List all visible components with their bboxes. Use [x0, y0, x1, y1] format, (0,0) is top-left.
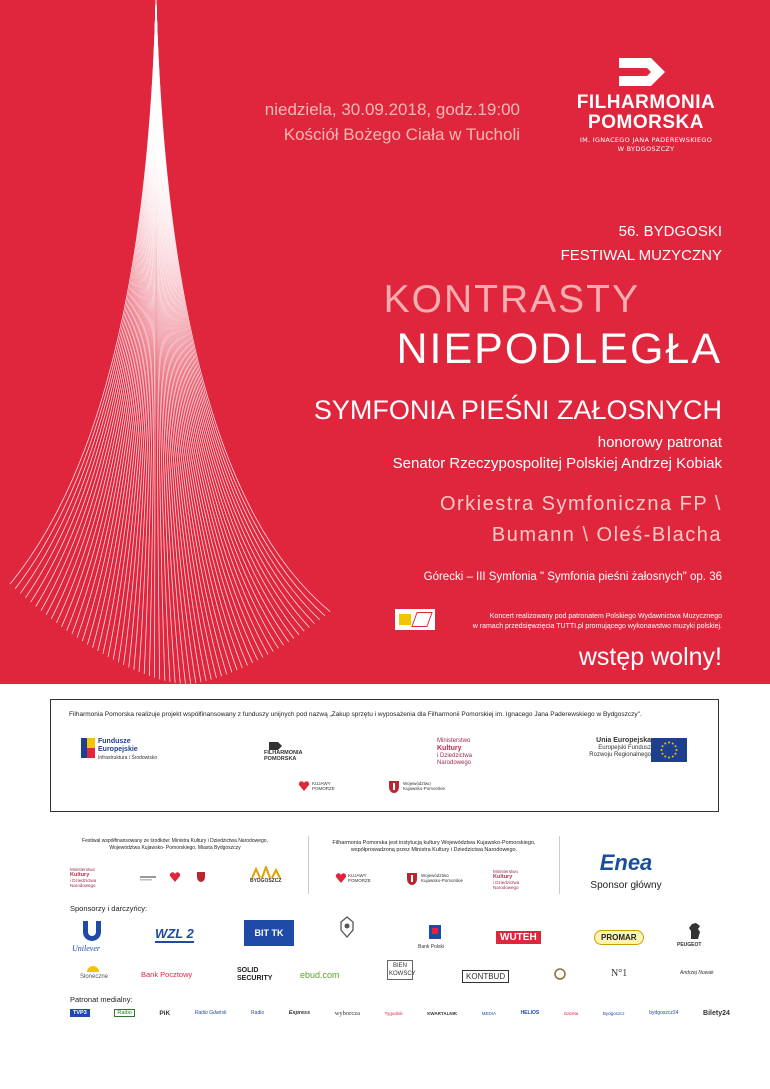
bydgoszcz-label: BYDGOSZCZ [250, 878, 282, 884]
media-radio-2: Radio [251, 1010, 265, 1016]
enea-logo: Enea [599, 850, 653, 875]
media-logos-row [70, 1006, 730, 1020]
fe-star-icon [81, 738, 95, 758]
media-express: Express [288, 1010, 311, 1016]
sponsor-nowak: Andrzej Nowak [680, 970, 714, 976]
pwm-note [473, 612, 722, 632]
mid-arms-icon [406, 872, 418, 886]
event-venue: Kościół Bożego Ciała w Tucholi [283, 125, 520, 144]
cofin-mid-line2: współprowadzoną przez Ministra Kultury i Dziedzictwa Narodowego. [350, 847, 518, 853]
cofin-arms-icon [196, 871, 206, 883]
eu-fp-line1: FILHARMONIA [264, 750, 303, 756]
mid-kp-line1: KUJAWY [348, 873, 367, 878]
ue-line1: Unia Europejska [596, 737, 651, 744]
main-sponsor [586, 850, 666, 891]
bydgoszcz-logo [250, 866, 286, 886]
media-bydgoszcz24: bydgoszcz24 [649, 1010, 679, 1016]
mid-mk-line4: Narodowego [493, 885, 519, 890]
mk-line2: Kultury [437, 745, 462, 752]
event-date: niedziela, 30.09.2018, godz.19:00 [264, 100, 520, 119]
kp-line1: KUJAWY [312, 781, 331, 786]
peugeot-lion-icon [687, 922, 703, 940]
performers-line2: Bumann \ Oleś-Blacha [491, 524, 722, 546]
sponsor-solid: SOLID SECURITY [237, 967, 273, 982]
mk-line4: Narodowego [437, 760, 472, 766]
media-pik: PiK [159, 1009, 171, 1017]
cofinancing-mid-text [309, 840, 559, 854]
media-bydgoszcz: Bydgoszcz [602, 1010, 625, 1016]
pwm-square-icon [399, 614, 411, 625]
mk-line3: i Dziedzictwa [437, 753, 473, 759]
festival-line1: 56. BYDGOSKI [618, 223, 722, 240]
sponsor-peugeot: PEUGEOT [677, 942, 702, 948]
mid-mk-line3: i Dziedzictwa [493, 880, 520, 885]
mid-mk-line1: Ministerstwo [493, 869, 519, 874]
sponsor-kontbud: KONTBUD [462, 970, 509, 983]
eu-fp-line2: POMORSKA [264, 756, 297, 762]
ministerstwo-logo [437, 738, 497, 767]
sponsor-bank-polski: Bank Polski [418, 944, 445, 950]
eu-flag-icon [651, 738, 687, 762]
sponsors-label: Sponsorzy i darczyńcy: [70, 904, 148, 913]
cofin-ministerstwo-logo [70, 867, 110, 888]
kontrasty-title: KONTRASTY [383, 278, 640, 321]
mid-woj-line1: Województwo [421, 873, 449, 878]
festival-name [561, 220, 722, 268]
eu-funding-box [50, 699, 719, 812]
media-wyborcza: wyborcza [334, 1009, 360, 1017]
mid-woj-line2: Kujawsko-Pomorskie [421, 878, 464, 883]
fe-line1: Fundusze [98, 738, 131, 745]
media-kwartalnik: KWARTALNIK [427, 1010, 458, 1016]
sponsor-wzl2: WZL 2 [155, 926, 194, 941]
media-radio-gdansk: Radio Gdańsk [194, 1010, 227, 1016]
sponsor-circle-icon [554, 968, 566, 980]
sponsor-unilever: Unilever [72, 944, 100, 953]
cofin-heart-icon [169, 872, 181, 882]
main-sponsor-label: Sponsor główny [590, 880, 662, 891]
sponsor-no1: N°1 [611, 968, 628, 979]
logo-sub1: IM. IGNACEGO JANA PADEREWSKIEGO [579, 136, 713, 144]
concert-title: SYMFONIA PIEŚNI ZAŁOSNYCH [313, 395, 722, 425]
cofinancing-mid-block [308, 836, 560, 894]
fe-line3: Infrastruktura i Środowisko [98, 755, 158, 761]
mid-mk-line2: Kultury [493, 874, 513, 880]
mid-heart-icon [335, 872, 347, 884]
fp-small-icon [269, 742, 283, 750]
ue-line3: Rozwoju Regionalnego [589, 752, 651, 758]
cofinancing-left-text [60, 838, 290, 852]
sponsor-bit: BIT TK [244, 920, 294, 946]
pwm-note-line2: w ramach przedsięwzięcia TUTTI.pl promującego wykonawstwo muzyki polskiej. [472, 623, 722, 630]
cofin-mid-line1: Filharmonia Pomorska jest instytucją kultury Województwa Kujawsko-Pomorskiego, [332, 840, 536, 846]
sponsor-crest-icon [340, 916, 354, 938]
patronage-line2: Senator Rzeczypospolitej Polskiej Andrzej Kobiak [392, 455, 722, 472]
event-info [150, 97, 520, 147]
kp-line2: POMORZE [312, 786, 335, 791]
niepodlegla-title: NIEPODLEGŁA [396, 325, 722, 373]
media-media: MEDIA [481, 1010, 496, 1016]
tutti-mark-icon [411, 612, 432, 627]
sponsor-promar: PROMAR [594, 930, 644, 945]
unia-europejska-text [571, 737, 651, 759]
cofin-logo-2-icon [140, 874, 156, 882]
sun-icon [86, 962, 100, 972]
pwm-note-line1: Koncert realizowany pod patronatem Polskiego Wydawnictwa Muzycznego [489, 613, 722, 620]
logo-sub2: W BYDGOSZCZY [617, 145, 675, 153]
sponsor-bank-pocztowy: Bank Pocztowy [141, 970, 193, 979]
media-tvp3: TVP3 [70, 1009, 90, 1017]
media-gazeta: Gazeta [563, 1010, 579, 1016]
woj-line2: Kujawsko-Pomorskie [403, 786, 446, 791]
ue-line2: Europejski Fundusz [598, 745, 651, 751]
pwm-logo [395, 609, 435, 630]
media-label: Patronat medialny: [70, 995, 133, 1004]
mid-ministerstwo-logo [493, 869, 538, 890]
filharmonia-logo [566, 55, 726, 154]
program-text: Górecki – III Symfonia " Symfonia pieśni żałosnych" op. 36 [423, 571, 722, 583]
cofin-mk-line4: Narodowego [70, 883, 96, 888]
sponsor-wuteh: WUTEH [496, 931, 541, 944]
cofin-left-line1: Festiwal współfinansowany ze środków: Ministra Kultury i Dziedzictwa Narodowego, [82, 838, 268, 844]
mk-line1: Ministerstwo [437, 738, 471, 744]
media-radio-1: Radio [114, 1009, 134, 1017]
cofin-left-line2: Województwa Kujawsko- Pomorskiego, Miasta Bydgoszczy [109, 845, 241, 851]
honorary-patronage [393, 432, 722, 474]
logo-line2: POMORSKA [588, 112, 704, 133]
kujawy-heart-icon [298, 780, 310, 792]
eu-fp-logo [264, 742, 324, 762]
fe-line2: Europejskie [98, 746, 138, 753]
sponsor-sloneczne: Słoneczne [80, 974, 109, 980]
sponsor-ebud: ebud.com [300, 970, 340, 980]
mid-kp-line2: POMORZE [348, 878, 371, 883]
woj-line1: Województwo [403, 781, 431, 786]
sponsor-bienkowscy: BIEN KOWSCY [387, 960, 413, 980]
performers [440, 489, 722, 551]
media-bilety24: Bilety24 [703, 1009, 730, 1017]
coat-of-arms-icon [388, 780, 400, 794]
unilever-icon [80, 920, 104, 942]
admission-text: wstęp wolny! [578, 643, 722, 671]
logo-line1: FILHARMONIA [576, 92, 716, 113]
eu-project-text: Filharmonia Pomorska realizuje projekt współfinansowany z funduszy unijnych pod nazwą „Zakup sprzętu i wyposażenia dla Filharmonii Pomorskiej im. Ignacego Jana Paderewskiego w Bydgoszczy". [69, 711, 642, 718]
festival-line2: FESTIWAL MUZYCZNY [560, 247, 722, 264]
bydgoszcz-icon [250, 866, 286, 878]
media-tygodnik: Tygodnik [384, 1010, 403, 1016]
media-helios: HELIOS [520, 1010, 540, 1016]
sponsor-bank-icon [427, 923, 443, 941]
fp-emblem-icon [615, 55, 677, 89]
cofin-mk-line3: i Dziedzictwa [70, 878, 97, 883]
cofin-mk-line2: Kultury [70, 872, 90, 878]
cofin-mk-line1: Ministerstwo [70, 867, 96, 872]
patronage-line1: honorowy patronat [597, 434, 722, 451]
performers-line1: Orkiestra Symfoniczna FP \ [439, 493, 722, 515]
